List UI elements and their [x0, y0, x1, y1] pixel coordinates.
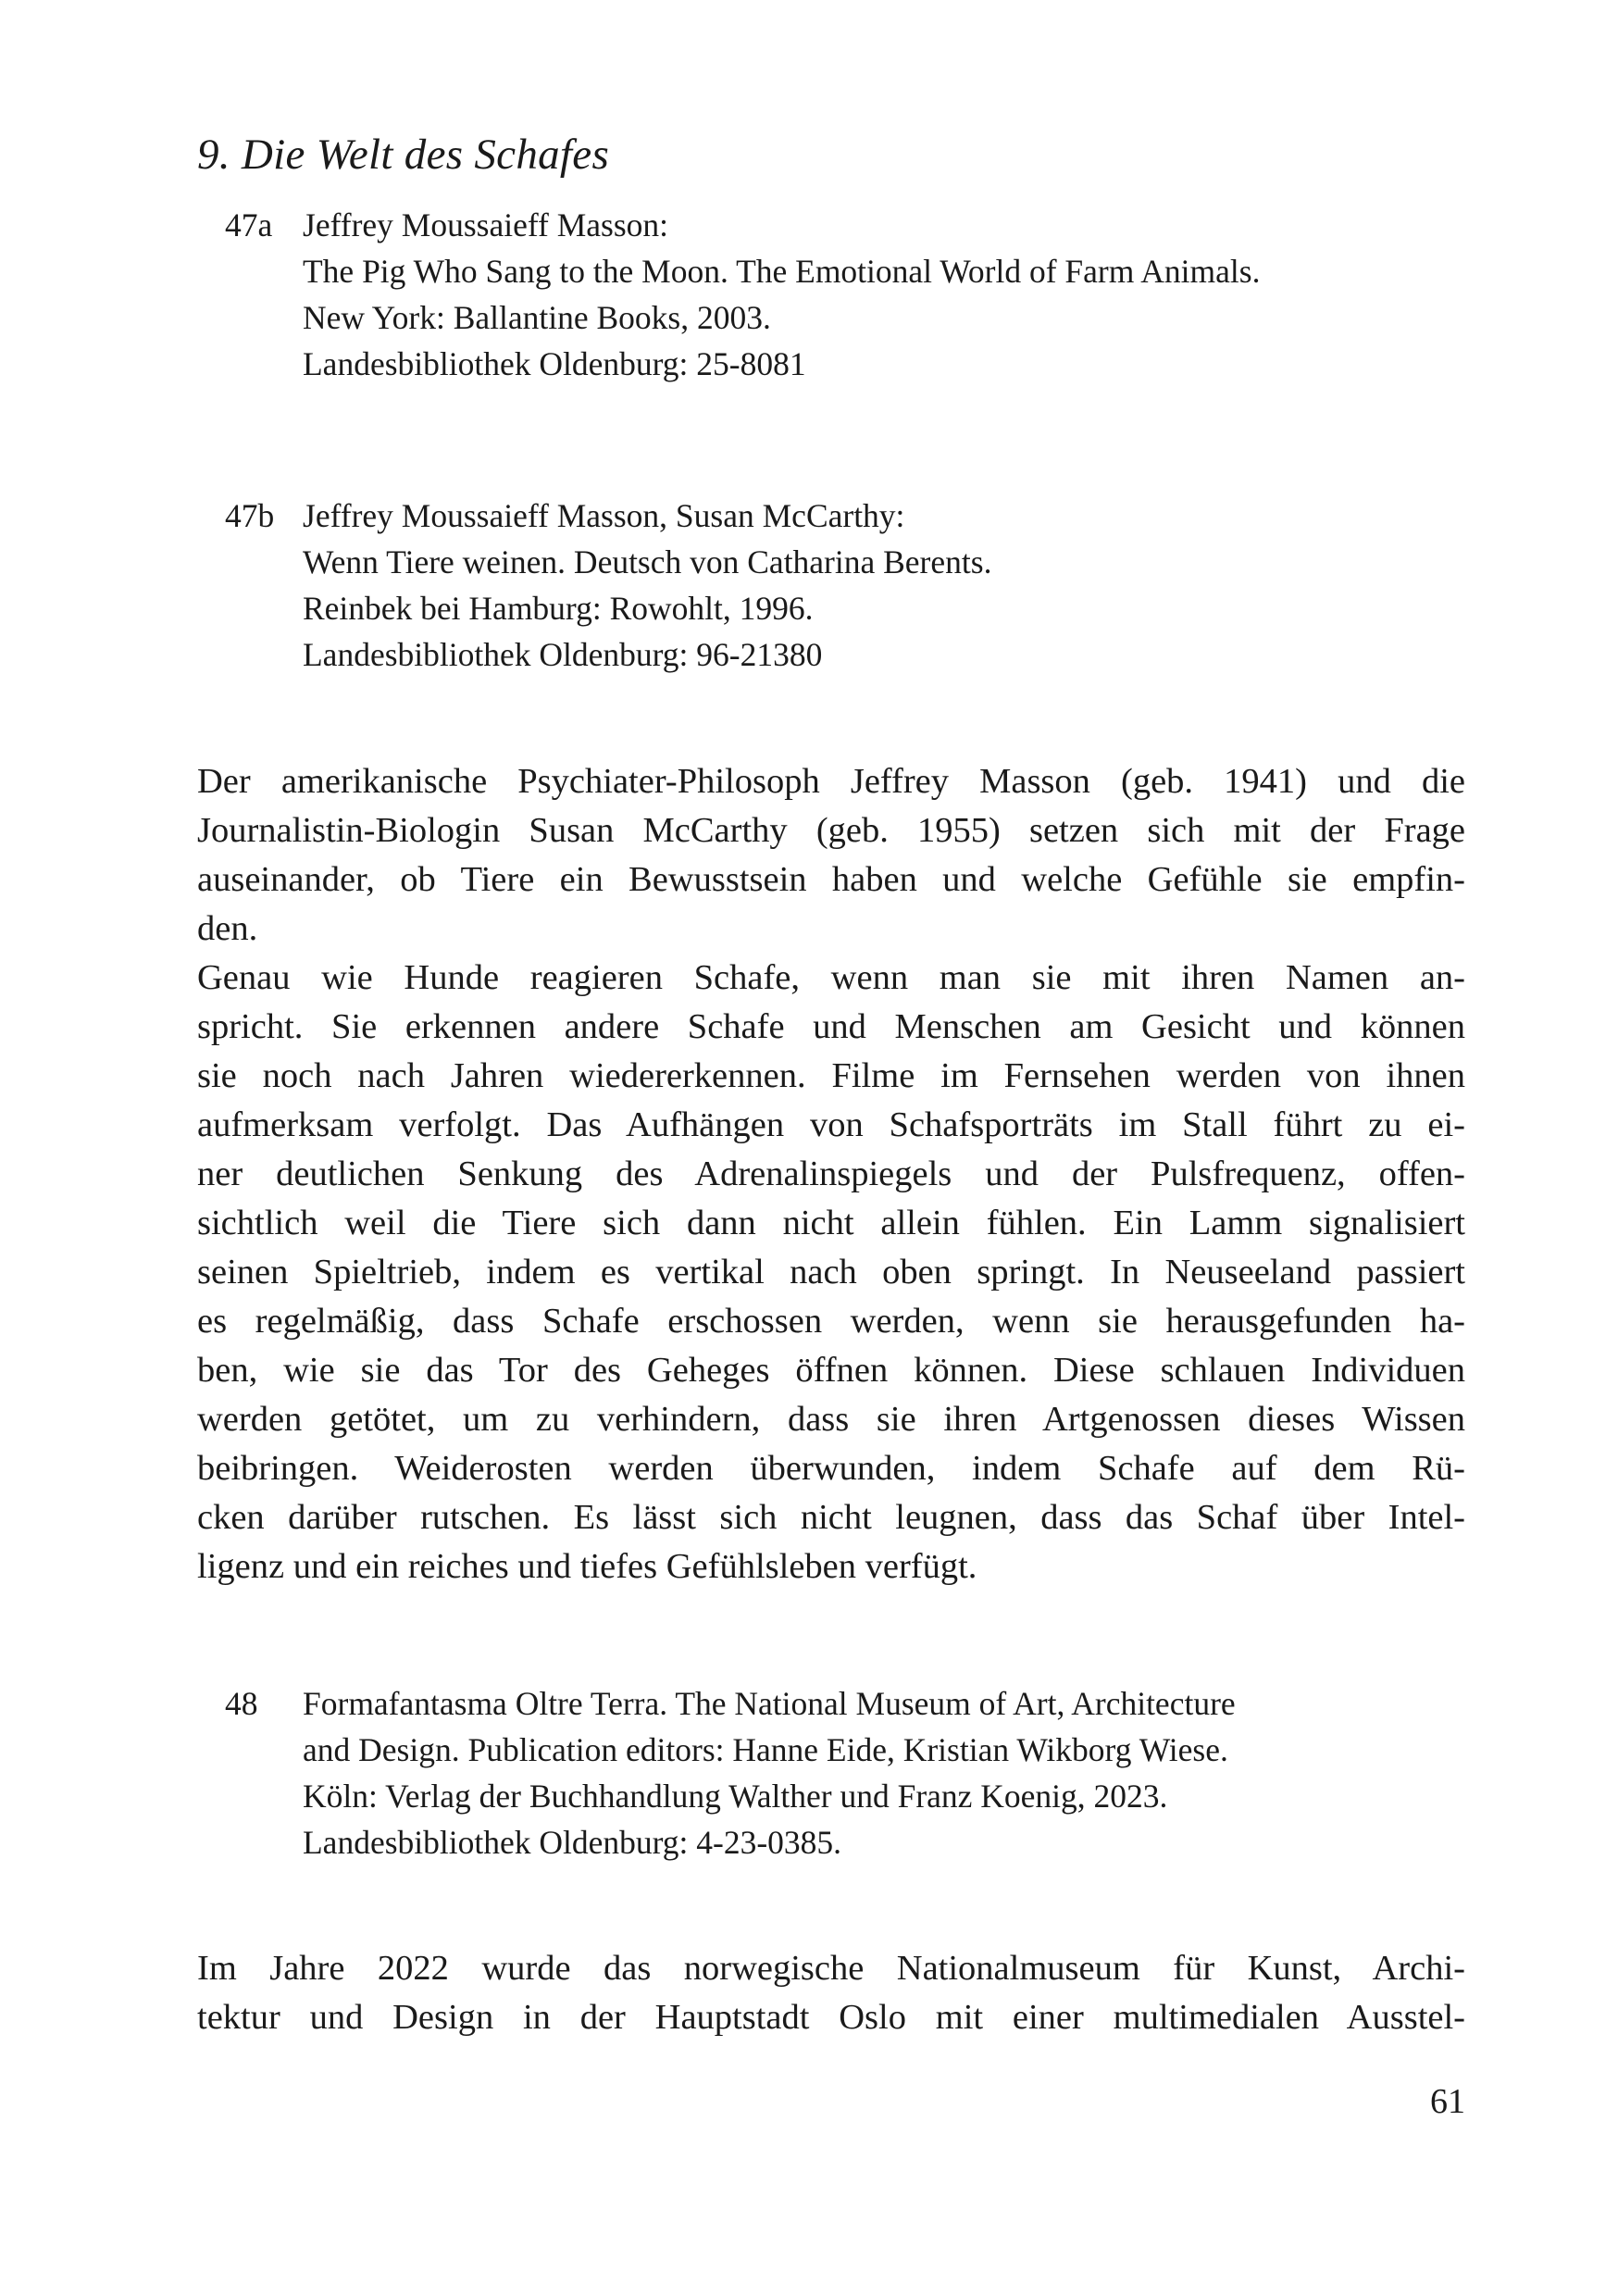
- text-line: beibringen. Weiderosten werden überwunden, indem Schafe auf dem Rü-: [197, 1449, 1465, 1488]
- bibliography-entry-47b: [225, 493, 1456, 678]
- entry-line: Köln: Verlag der Buchhandlung Walther und Franz Koenig, 2023.: [303, 1778, 1168, 1815]
- entry-line: Formafantasma Oltre Terra. The National Museum of Art, Architecture: [303, 1685, 1236, 1722]
- text-line: den.: [197, 909, 258, 948]
- text-line: tektur und Design in der Hauptstadt Oslo mit einer multimedialen Ausstel-: [197, 1998, 1465, 2037]
- entry-line: and Design. Publication editors: Hanne Eide, Kristian Wikborg Wiese.: [303, 1731, 1228, 1768]
- text-line: seinen Spieltrieb, indem es vertikal nach oben springt. In Neuseeland passiert: [197, 1253, 1465, 1292]
- text-line: es regelmäßig, dass Schafe erschossen werden, wenn sie herausgefunden ha-: [197, 1302, 1465, 1341]
- text-line: aufmerksam verfolgt. Das Aufhängen von Schafsporträts im Stall führt zu ei-: [197, 1105, 1465, 1144]
- entry-number: 48: [225, 1685, 258, 1722]
- text-line: spricht. Sie erkennen andere Schafe und Menschen am Gesicht und können: [197, 1007, 1465, 1046]
- text-line: Journalistin-Biologin Susan McCarthy (geb. 1955) setzen sich mit der Frage: [197, 811, 1465, 850]
- text-line: ben, wie sie das Tor des Geheges öffnen können. Diese schlauen Individuen: [197, 1351, 1465, 1390]
- entry-line: Jeffrey Moussaieff Masson, Susan McCarthy:: [303, 497, 905, 534]
- text-line: ligenz und ein reiches und tiefes Gefühlsleben verfügt.: [197, 1547, 977, 1586]
- entry-line: Landesbibliothek Oldenburg: 4-23-0385.: [303, 1824, 842, 1861]
- text-line: Der amerikanische Psychiater-Philosoph Jeffrey Masson (geb. 1941) und die: [197, 762, 1465, 801]
- entry-number: 47a: [225, 206, 273, 243]
- text-line: ner deutlichen Senkung des Adrenalinspiegels und der Pulsfrequenz, offen-: [197, 1154, 1465, 1193]
- entry-line: New York: Ballantine Books, 2003.: [303, 299, 771, 336]
- text-line: auseinander, ob Tiere ein Bewusstsein haben und welche Gefühle sie empfin-: [197, 860, 1465, 899]
- entry-number: 47b: [225, 497, 275, 534]
- entry-line: Jeffrey Moussaieff Masson:: [303, 206, 669, 243]
- page-number: 61: [1430, 2082, 1465, 2121]
- book-page: [197, 0, 1465, 2296]
- text-line: Im Jahre 2022 wurde das norwegische Nationalmuseum für Kunst, Archi-: [197, 1949, 1465, 1988]
- text-line: sie noch nach Jahren wiedererkennen. Filme im Fernsehen werden von ihnen: [197, 1056, 1465, 1095]
- entry-line: Wenn Tiere weinen. Deutsch von Catharina Berents.: [303, 543, 992, 580]
- text-line: cken darüber rutschen. Es lässt sich nicht leugnen, dass das Schaf über Intel-: [197, 1498, 1465, 1537]
- entry-line: Landesbibliothek Oldenburg: 25-8081: [303, 345, 806, 382]
- entry-line: The Pig Who Sang to the Moon. The Emotional World of Farm Animals.: [303, 253, 1261, 290]
- text-line: Genau wie Hunde reagieren Schafe, wenn man sie mit ihren Namen an-: [197, 958, 1465, 997]
- text-line: werden getötet, um zu verhindern, dass sie ihren Artgenossen dieses Wissen: [197, 1400, 1465, 1439]
- body-paragraph-2: [197, 1944, 1465, 2042]
- chapter-heading: 9. Die Welt des Schafes: [197, 131, 610, 179]
- entry-line: Landesbibliothek Oldenburg: 96-21380: [303, 636, 823, 673]
- body-paragraph-1: [197, 757, 1465, 1591]
- bibliography-entry-47a: [225, 202, 1456, 387]
- entry-line: Reinbek bei Hamburg: Rowohlt, 1996.: [303, 590, 814, 627]
- text-line: sichtlich weil die Tiere sich dann nicht allein fühlen. Ein Lamm signalisiert: [197, 1204, 1465, 1242]
- bibliography-entry-48: [225, 1680, 1456, 1866]
